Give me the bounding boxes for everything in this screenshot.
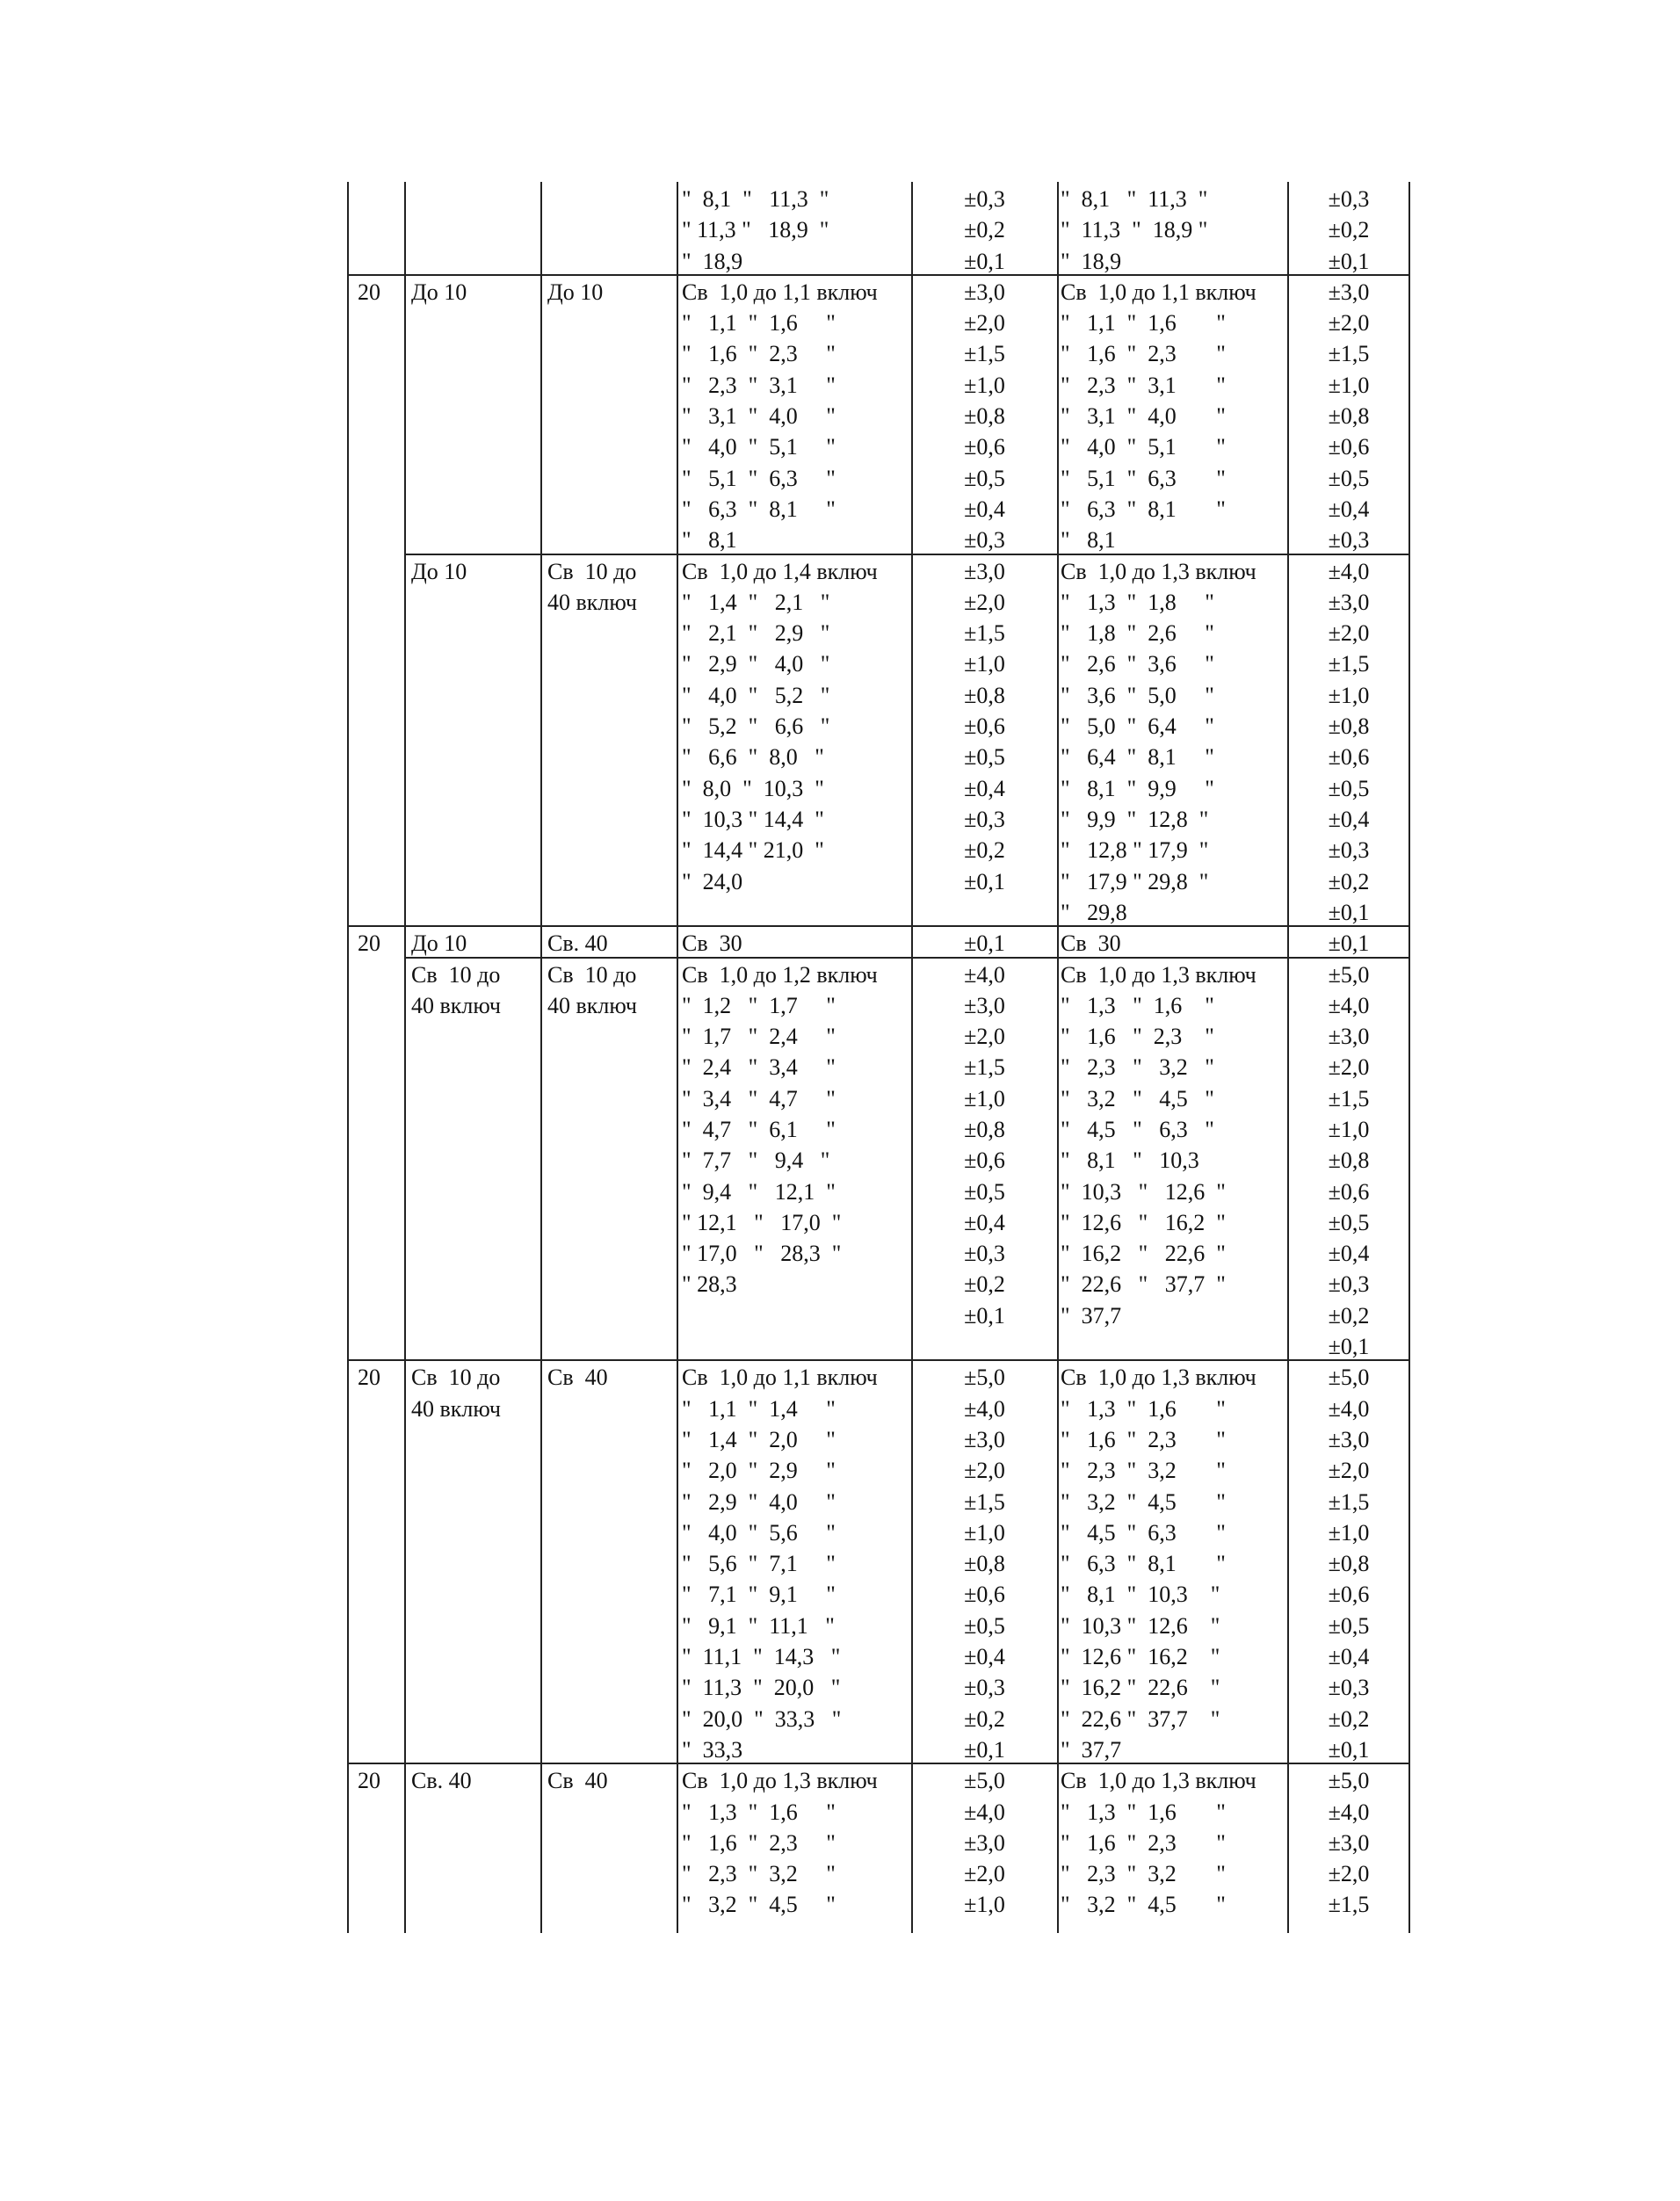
- tol1-line: ±5,0: [964, 1365, 1005, 1391]
- tol1-line: ±0,1: [964, 1736, 1005, 1763]
- range2-line: " 22,6 " 37,7 ": [1061, 1705, 1220, 1732]
- range1-line: " 11,1 " 14,3 ": [682, 1644, 841, 1670]
- tol1-line: ±3,0: [964, 1829, 1005, 1856]
- tol2-line: ±0,4: [1328, 496, 1370, 522]
- range2-line: " 1,3 " 1,6 ": [1061, 992, 1214, 1018]
- range2-line: " 1,3 " 1,8 ": [1061, 589, 1214, 615]
- range2-line: Св 30: [1061, 930, 1121, 957]
- range2-line: " 18,9: [1061, 248, 1122, 274]
- tol1-cell: [916, 556, 1053, 897]
- tol1-line: ±0,4: [964, 496, 1005, 522]
- range1-line: Св 30: [682, 930, 742, 957]
- range2-line: " 3,2 " 4,5 ": [1061, 1488, 1226, 1515]
- thickness-cell: [411, 556, 539, 587]
- tol1-line: ±1,0: [964, 1085, 1005, 1111]
- tol2-line: ±4,0: [1328, 558, 1370, 584]
- tol1-line: ±0,8: [964, 1551, 1005, 1577]
- range2-cell: [1061, 277, 1285, 556]
- tol2-line: ±2,0: [1328, 1054, 1370, 1081]
- range1-line: Св 1,0 до 1,3 включ: [682, 1768, 878, 1794]
- tol2-line: ±0,2: [1328, 1705, 1370, 1732]
- range1-line: " 6,6 " 8,0 ": [682, 744, 824, 771]
- tol2-line: ±0,6: [1328, 744, 1370, 771]
- tol1-line: ±1,0: [964, 372, 1005, 398]
- range1-line: " 7,7 " 9,4 ": [682, 1148, 830, 1174]
- width-line: Св 10 до: [547, 961, 637, 988]
- tol1-line: ±3,0: [964, 992, 1005, 1018]
- tol2-line: ±2,0: [1328, 620, 1370, 647]
- tol1-line: ±0,3: [964, 186, 1005, 212]
- tol2-line: ±4,0: [1328, 1395, 1370, 1422]
- angle-cell: [358, 1765, 402, 1796]
- range2-line: Св 1,0 до 1,3 включ: [1061, 558, 1256, 584]
- tol1-line: ±0,3: [964, 806, 1005, 832]
- range2-line: " 3,2 " 4,5 ": [1061, 1892, 1226, 1918]
- range1-line: " 9,1 " 11,1 ": [682, 1612, 835, 1639]
- tol2-line: ±1,5: [1328, 341, 1370, 367]
- range2-line: " 10,3 " 12,6 ": [1061, 1178, 1226, 1205]
- range1-line: " 5,6 " 7,1 ": [682, 1551, 836, 1577]
- range2-line: Св 1,0 до 1,3 включ: [1061, 1768, 1256, 1794]
- range2-line: " 11,3 " 18,9 ": [1061, 217, 1208, 243]
- range1-cell: [682, 277, 909, 556]
- tol2-line: ±0,2: [1328, 217, 1370, 243]
- tol2-line: ±1,5: [1328, 1892, 1370, 1918]
- thickness-line: Св. 40: [411, 1768, 472, 1794]
- range2-line: " 16,2 " 22,6 ": [1061, 1241, 1226, 1267]
- range2-line: " 4,5 " 6,3 ": [1061, 1519, 1226, 1546]
- tol1-cell: [916, 959, 1053, 1332]
- range1-line: " 5,1 " 6,3 ": [682, 465, 836, 491]
- range2-line: " 3,2 " 4,5 ": [1061, 1085, 1214, 1111]
- tol2-line: ±0,3: [1328, 527, 1370, 554]
- table-border-left: [347, 182, 349, 1933]
- range2-line: " 1,1 " 1,6 ": [1061, 310, 1226, 337]
- range2-line: " 9,9 " 12,8 ": [1061, 806, 1209, 832]
- tol1-line: ±2,0: [964, 1458, 1005, 1484]
- column-divider-6: [1287, 182, 1289, 1933]
- tol1-line: ±4,0: [964, 1395, 1005, 1422]
- tol1-line: ±0,4: [964, 1644, 1005, 1670]
- tol1-line: ±0,5: [964, 1612, 1005, 1639]
- range1-cell: [682, 1765, 909, 1920]
- range1-line: " 1,4 " 2,0 ": [682, 1426, 836, 1452]
- range2-line: " 1,3 " 1,6 ": [1061, 1395, 1226, 1422]
- range1-line: " 2,3 " 3,2 ": [682, 1861, 836, 1887]
- range2-line: " 8,1 " 10,3: [1061, 1148, 1199, 1174]
- tol1-line: ±0,4: [964, 775, 1005, 801]
- tol1-cell: [916, 1362, 1053, 1765]
- range1-line: Св 1,0 до 1,1 включ: [682, 279, 878, 305]
- range1-line: " 4,0 " 5,1 ": [682, 434, 836, 460]
- range1-line: " 12,1 " 17,0 ": [682, 1209, 842, 1235]
- range2-line: " 12,6 " 16,2 ": [1061, 1644, 1220, 1670]
- tol2-line: ±0,8: [1328, 713, 1370, 740]
- thickness-line: Св 10 до: [411, 961, 501, 988]
- tol1-line: ±1,5: [964, 1054, 1005, 1081]
- row-separator: [347, 1359, 1408, 1361]
- tol2-line: ±3,0: [1328, 1829, 1370, 1856]
- tol1-line: ±0,6: [964, 1582, 1005, 1608]
- range2-line: " 4,5 " 6,3 ": [1061, 1116, 1214, 1142]
- thickness-line: 40 включ: [411, 1395, 501, 1422]
- tol2-line: ±4,0: [1328, 1799, 1370, 1825]
- tol2-line: ±0,6: [1328, 1178, 1370, 1205]
- range1-line: " 4,0 " 5,2 ": [682, 682, 830, 708]
- angle-line: 20: [358, 1365, 380, 1391]
- range2-line: " 3,1 " 4,0 ": [1061, 403, 1226, 430]
- tol1-line: ±3,0: [964, 558, 1005, 584]
- range2-line: " 1,6 " 2,3 ": [1061, 1829, 1226, 1856]
- tol2-line: ±1,5: [1328, 1488, 1370, 1515]
- range2-line: " 3,6 " 5,0 ": [1061, 682, 1214, 708]
- range2-line: " 6,4 " 8,1 ": [1061, 744, 1214, 771]
- range2-line: Св 1,0 до 1,1 включ: [1061, 279, 1256, 305]
- tol1-line: ±1,5: [964, 1488, 1005, 1515]
- width-line: Св 10 до: [547, 558, 637, 584]
- tol1-line: ±2,0: [964, 1024, 1005, 1050]
- range2-line: " 2,3 " 3,1 ": [1061, 372, 1226, 398]
- tol1-line: ±0,5: [964, 1178, 1005, 1205]
- range1-line: " 1,1 " 1,4 ": [682, 1395, 836, 1422]
- tol2-cell: [1292, 184, 1406, 277]
- range1-line: " 10,3 " 14,4 ": [682, 806, 824, 832]
- tol2-line: ±3,0: [1328, 279, 1370, 305]
- width-cell: [547, 928, 675, 959]
- range1-line: " 2,1 " 2,9 ": [682, 620, 830, 647]
- tol2-line: ±5,0: [1328, 1768, 1370, 1794]
- thickness-line: 40 включ: [411, 992, 501, 1018]
- tol1-cell: [916, 928, 1053, 959]
- range2-line: " 2,3 " 3,2 ": [1061, 1458, 1226, 1484]
- tol2-line: ±0,1: [1328, 899, 1370, 925]
- column-divider-1: [404, 182, 406, 1933]
- tol2-line: ±0,8: [1328, 1148, 1370, 1174]
- range2-line: " 2,3 " 3,2 ": [1061, 1054, 1214, 1081]
- range1-line: Св 1,0 до 1,1 включ: [682, 1365, 878, 1391]
- width-cell: [547, 277, 675, 308]
- tol2-line: ±0,1: [1328, 1736, 1370, 1763]
- range1-line: " 8,1: [682, 527, 737, 554]
- range2-cell: [1061, 959, 1285, 1332]
- row-separator: [347, 925, 1408, 927]
- range2-line: " 17,9 " 29,8 ": [1061, 868, 1209, 894]
- range1-cell: [682, 556, 909, 897]
- tol2-line: ±0,3: [1328, 837, 1370, 864]
- tol1-cell: [916, 184, 1053, 277]
- tol2-cell: [1292, 1765, 1406, 1920]
- range2-line: " 37,7: [1061, 1302, 1122, 1329]
- range1-line: Св 1,0 до 1,4 включ: [682, 558, 878, 584]
- tol2-line: ±2,0: [1328, 1458, 1370, 1484]
- tol1-line: ±3,0: [964, 279, 1005, 305]
- range2-line: " 1,6 " 2,3 ": [1061, 1426, 1226, 1452]
- range1-line: " 4,7 " 6,1 ": [682, 1116, 836, 1142]
- tol1-line: ±0,1: [964, 1302, 1005, 1329]
- tol2-line: ±4,0: [1328, 992, 1370, 1018]
- range1-line: " 3,4 " 4,7 ": [682, 1085, 836, 1111]
- tol1-line: ±1,5: [964, 620, 1005, 647]
- tol1-line: ±0,1: [964, 930, 1005, 957]
- tol2-line: ±0,1: [1328, 248, 1370, 274]
- range2-cell: [1061, 928, 1285, 959]
- row-separator: [347, 274, 1408, 276]
- width-line: 40 включ: [547, 992, 637, 1018]
- tol1-line: ±0,5: [964, 465, 1005, 491]
- range2-cell: [1061, 1362, 1285, 1765]
- tol2-line: ±0,5: [1328, 1612, 1370, 1639]
- range2-line: " 16,2 " 22,6 ": [1061, 1675, 1220, 1701]
- width-line: Св 40: [547, 1365, 608, 1391]
- tol2-line: ±1,0: [1328, 682, 1370, 708]
- tol1-line: ±0,5: [964, 744, 1005, 771]
- range1-line: " 1,6 " 2,3 ": [682, 341, 836, 367]
- range1-cell: [682, 1362, 909, 1765]
- tol2-cell: [1292, 959, 1406, 1363]
- range1-line: " 5,2 " 6,6 ": [682, 713, 830, 740]
- column-divider-5: [1057, 182, 1059, 1933]
- range1-line: " 24,0: [682, 868, 743, 894]
- tol2-line: ±0,2: [1328, 868, 1370, 894]
- tol1-line: ±0,8: [964, 403, 1005, 430]
- tol2-line: ±1,0: [1328, 1116, 1370, 1142]
- tol2-line: ±3,0: [1328, 589, 1370, 615]
- thickness-cell: [411, 277, 539, 308]
- angle-cell: [358, 928, 402, 959]
- range1-line: Св 1,0 до 1,2 включ: [682, 961, 878, 988]
- tol2-cell: [1292, 277, 1406, 556]
- range2-line: " 12,6 " 16,2 ": [1061, 1209, 1226, 1235]
- tol1-line: ±0,6: [964, 713, 1005, 740]
- range2-line: " 29,8: [1061, 899, 1127, 925]
- thickness-line: Св 10 до: [411, 1365, 501, 1391]
- tolerance-table: [347, 182, 1410, 1933]
- tol2-line: ±0,8: [1328, 1551, 1370, 1577]
- tol1-cell: [916, 1765, 1053, 1920]
- range1-line: " 1,3 " 1,6 ": [682, 1799, 836, 1825]
- tol1-line: ±0,2: [964, 217, 1005, 243]
- range1-line: " 6,3 " 8,1 ": [682, 496, 836, 522]
- tol2-cell: [1292, 928, 1406, 959]
- tol2-line: ±0,6: [1328, 434, 1370, 460]
- thickness-cell: [411, 928, 539, 959]
- range1-line: " 2,0 " 2,9 ": [682, 1458, 836, 1484]
- tol2-line: ±1,0: [1328, 1519, 1370, 1546]
- range1-line: " 3,2 " 4,5 ": [682, 1892, 836, 1918]
- width-line: 40 включ: [547, 589, 637, 615]
- range1-line: " 1,6 " 2,3 ": [682, 1829, 836, 1856]
- tol2-line: ±0,5: [1328, 465, 1370, 491]
- range2-line: Св 1,0 до 1,3 включ: [1061, 961, 1256, 988]
- tol2-line: ±0,4: [1328, 806, 1370, 832]
- tol1-line: ±0,3: [964, 1675, 1005, 1701]
- tol2-line: ±5,0: [1328, 1365, 1370, 1391]
- range1-line: " 11,3 " 18,9 ": [682, 217, 829, 243]
- range2-line: " 8,1 " 9,9 ": [1061, 775, 1214, 801]
- width-line: Св. 40: [547, 930, 608, 957]
- angle-line: 20: [358, 930, 380, 957]
- range2-cell: [1061, 556, 1285, 929]
- range2-line: Св 1,0 до 1,3 включ: [1061, 1365, 1256, 1391]
- range2-line: " 12,8 " 17,9 ": [1061, 837, 1209, 864]
- thickness-line: До 10: [411, 930, 467, 957]
- range1-line: " 18,9: [682, 248, 743, 274]
- tol2-line: ±0,6: [1328, 1582, 1370, 1608]
- tol1-line: ±0,2: [964, 837, 1005, 864]
- tol1-line: ±1,5: [964, 341, 1005, 367]
- range1-line: " 17,0 " 28,3 ": [682, 1241, 842, 1267]
- row-separator: [404, 957, 1408, 959]
- range1-line: " 3,1 " 4,0 ": [682, 403, 836, 430]
- column-divider-2: [540, 182, 542, 1933]
- range2-line: " 2,3 " 3,2 ": [1061, 1861, 1226, 1887]
- range1-cell: [682, 928, 909, 959]
- tol1-line: ±0,2: [964, 1271, 1005, 1298]
- range2-cell: [1061, 184, 1285, 277]
- range2-line: " 10,3 " 12,6 ": [1061, 1612, 1220, 1639]
- tol1-line: ±0,1: [964, 248, 1005, 274]
- range2-line: " 2,6 " 3,6 ": [1061, 651, 1214, 677]
- range2-line: " 1,6 " 2,3 ": [1061, 341, 1226, 367]
- range2-line: " 1,6 " 2,3 ": [1061, 1024, 1214, 1050]
- range2-line: " 22,6 " 37,7 ": [1061, 1271, 1226, 1298]
- range1-line: " 28,3: [682, 1271, 737, 1298]
- tol2-line: ±0,3: [1328, 1271, 1370, 1298]
- range1-line: " 1,1 " 1,6 ": [682, 310, 836, 337]
- width-line: До 10: [547, 279, 604, 305]
- tol1-line: ±2,0: [964, 589, 1005, 615]
- range1-cell: [682, 184, 909, 277]
- tol1-line: ±4,0: [964, 961, 1005, 988]
- column-divider-3: [677, 182, 678, 1933]
- tol1-cell: [916, 277, 1053, 556]
- range1-line: " 1,2 " 1,7 ": [682, 992, 836, 1018]
- tol1-line: ±0,3: [964, 527, 1005, 554]
- range2-line: " 37,7: [1061, 1736, 1122, 1763]
- tol2-line: ±0,2: [1328, 1302, 1370, 1329]
- tol1-line: ±0,8: [964, 1116, 1005, 1142]
- tol2-cell: [1292, 556, 1406, 929]
- range2-line: " 5,1 " 6,3 ": [1061, 465, 1226, 491]
- tol2-line: ±0,8: [1328, 403, 1370, 430]
- tol1-line: ±5,0: [964, 1768, 1005, 1794]
- tol2-line: ±0,3: [1328, 186, 1370, 212]
- tol2-line: ±2,0: [1328, 1861, 1370, 1887]
- tol2-line: ±1,5: [1328, 651, 1370, 677]
- range2-cell: [1061, 1765, 1285, 1920]
- range2-line: " 6,3 " 8,1 ": [1061, 496, 1226, 522]
- tol1-line: ±0,3: [964, 1241, 1005, 1267]
- thickness-cell: [411, 1765, 539, 1796]
- tol2-line: ±0,5: [1328, 1209, 1370, 1235]
- tol2-line: ±1,5: [1328, 1085, 1370, 1111]
- range1-line: " 4,0 " 5,6 ": [682, 1519, 836, 1546]
- range2-line: " 1,8 " 2,6 ": [1061, 620, 1214, 647]
- range1-cell: [682, 959, 909, 1300]
- tol2-line: ±5,0: [1328, 961, 1370, 988]
- tol1-line: ±1,0: [964, 1892, 1005, 1918]
- thickness-cell: [411, 959, 539, 1022]
- tol1-line: ±4,0: [964, 1799, 1005, 1825]
- range1-line: " 11,3 " 20,0 ": [682, 1675, 841, 1701]
- range1-line: " 1,4 " 2,1 ": [682, 589, 830, 615]
- tol1-line: ±0,4: [964, 1209, 1005, 1235]
- tol1-line: ±1,0: [964, 1519, 1005, 1546]
- range1-line: " 2,3 " 3,1 ": [682, 372, 836, 398]
- range2-line: " 5,0 " 6,4 ": [1061, 713, 1214, 740]
- tol1-line: ±0,6: [964, 434, 1005, 460]
- range2-line: " 8,1 " 11,3 ": [1061, 186, 1208, 212]
- tol2-line: ±3,0: [1328, 1024, 1370, 1050]
- tol1-line: ±0,2: [964, 1705, 1005, 1732]
- tol2-line: ±0,1: [1328, 1334, 1370, 1360]
- range1-line: " 8,1 " 11,3 ": [682, 186, 829, 212]
- range1-line: " 20,0 " 33,3 ": [682, 1705, 842, 1732]
- tol1-line: ±2,0: [964, 310, 1005, 337]
- angle-line: 20: [358, 279, 380, 305]
- tol2-line: ±1,0: [1328, 372, 1370, 398]
- range2-line: " 1,3 " 1,6 ": [1061, 1799, 1226, 1825]
- tol2-cell: [1292, 1362, 1406, 1765]
- range1-line: " 2,9 " 4,0 ": [682, 1488, 836, 1515]
- range1-line: " 9,4 " 12,1 ": [682, 1178, 836, 1205]
- tol1-line: ±0,8: [964, 682, 1005, 708]
- thickness-line: До 10: [411, 279, 467, 305]
- range1-line: " 8,0 " 10,3 ": [682, 775, 824, 801]
- thickness-line: До 10: [411, 558, 467, 584]
- width-cell: [547, 959, 675, 1022]
- width-line: Св 40: [547, 1768, 608, 1794]
- angle-cell: [358, 1362, 402, 1393]
- angle-line: 20: [358, 1768, 380, 1794]
- width-cell: [547, 556, 675, 619]
- width-cell: [547, 1765, 675, 1796]
- row-separator: [404, 554, 1408, 555]
- tol1-line: ±0,1: [964, 868, 1005, 894]
- width-cell: [547, 1362, 675, 1393]
- range2-line: " 8,1 " 10,3 ": [1061, 1582, 1220, 1608]
- tol2-line: ±0,5: [1328, 775, 1370, 801]
- tol1-line: ±2,0: [964, 1861, 1005, 1887]
- tol2-line: ±0,4: [1328, 1644, 1370, 1670]
- tol2-line: ±0,4: [1328, 1241, 1370, 1267]
- tol2-line: ±0,1: [1328, 930, 1370, 957]
- range1-line: " 2,4 " 3,4 ": [682, 1054, 836, 1081]
- range1-line: " 14,4 " 21,0 ": [682, 837, 824, 864]
- range2-line: " 4,0 " 5,1 ": [1061, 434, 1226, 460]
- column-divider-4: [911, 182, 913, 1933]
- range1-line: " 33,3: [682, 1736, 743, 1763]
- range2-line: " 6,3 " 8,1 ": [1061, 1551, 1226, 1577]
- range2-line: " 8,1: [1061, 527, 1116, 554]
- table-border-right: [1408, 182, 1410, 1933]
- range1-line: " 2,9 " 4,0 ": [682, 651, 830, 677]
- tol1-line: ±3,0: [964, 1426, 1005, 1452]
- angle-cell: [358, 277, 402, 308]
- range1-line: " 7,1 " 9,1 ": [682, 1582, 836, 1608]
- row-separator: [347, 1763, 1408, 1764]
- tol2-line: ±3,0: [1328, 1426, 1370, 1452]
- tol1-line: ±1,0: [964, 651, 1005, 677]
- range1-line: " 1,7 " 2,4 ": [682, 1024, 836, 1050]
- thickness-cell: [411, 1362, 539, 1424]
- tol2-line: ±0,3: [1328, 1675, 1370, 1701]
- tol2-line: ±2,0: [1328, 310, 1370, 337]
- tol1-line: ±0,6: [964, 1148, 1005, 1174]
